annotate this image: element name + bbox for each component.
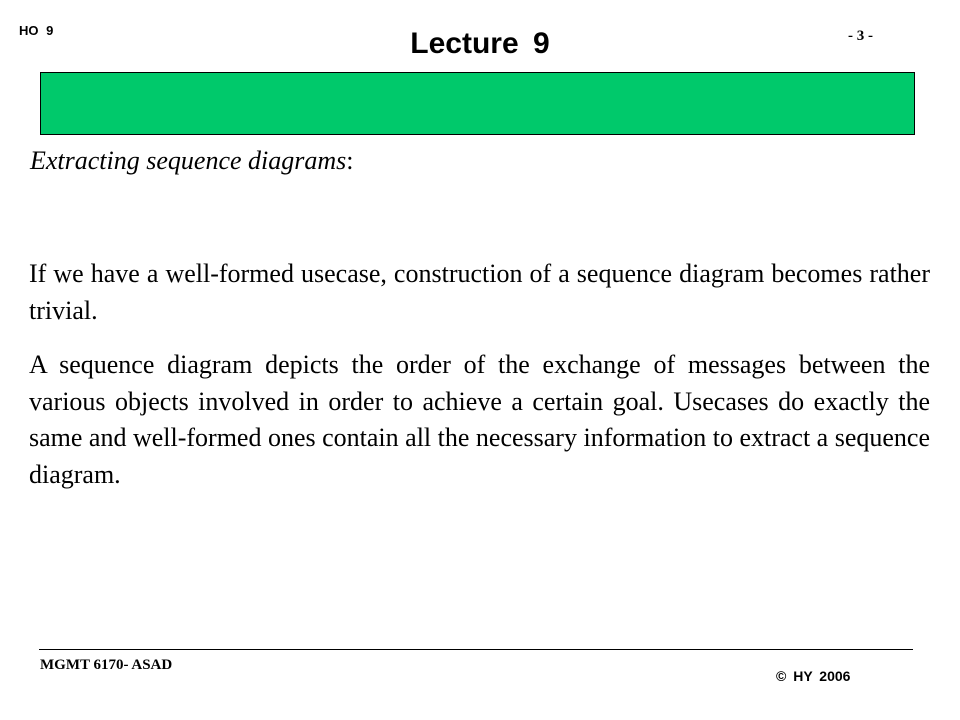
page-number: - 3 -: [848, 28, 873, 44]
course-code: MGMT 6170- ASAD: [40, 657, 173, 673]
footer-divider: [39, 649, 913, 650]
section-heading-colon: :: [346, 146, 354, 175]
handout-label: HO 9: [19, 23, 54, 38]
green-banner: [40, 72, 915, 135]
section-heading: [30, 141, 354, 181]
page-title: Lecture 9: [410, 27, 550, 60]
paragraph-intro: If we have a well-formed usecase, construction of a sequence diagram becomes rather trivial.: [29, 259, 930, 325]
paragraph-definition: A sequence diagram depicts the order of the exchange of messages between the various objects involved in order to achieve a certain goal. Usecases do exactly the same and well-formed ones contain all the necessary information to extract a sequence diagram.: [29, 350, 930, 489]
section-heading-text: Extracting sequence diagrams: [30, 146, 347, 175]
copyright-notice: © HY 2006: [776, 668, 851, 684]
